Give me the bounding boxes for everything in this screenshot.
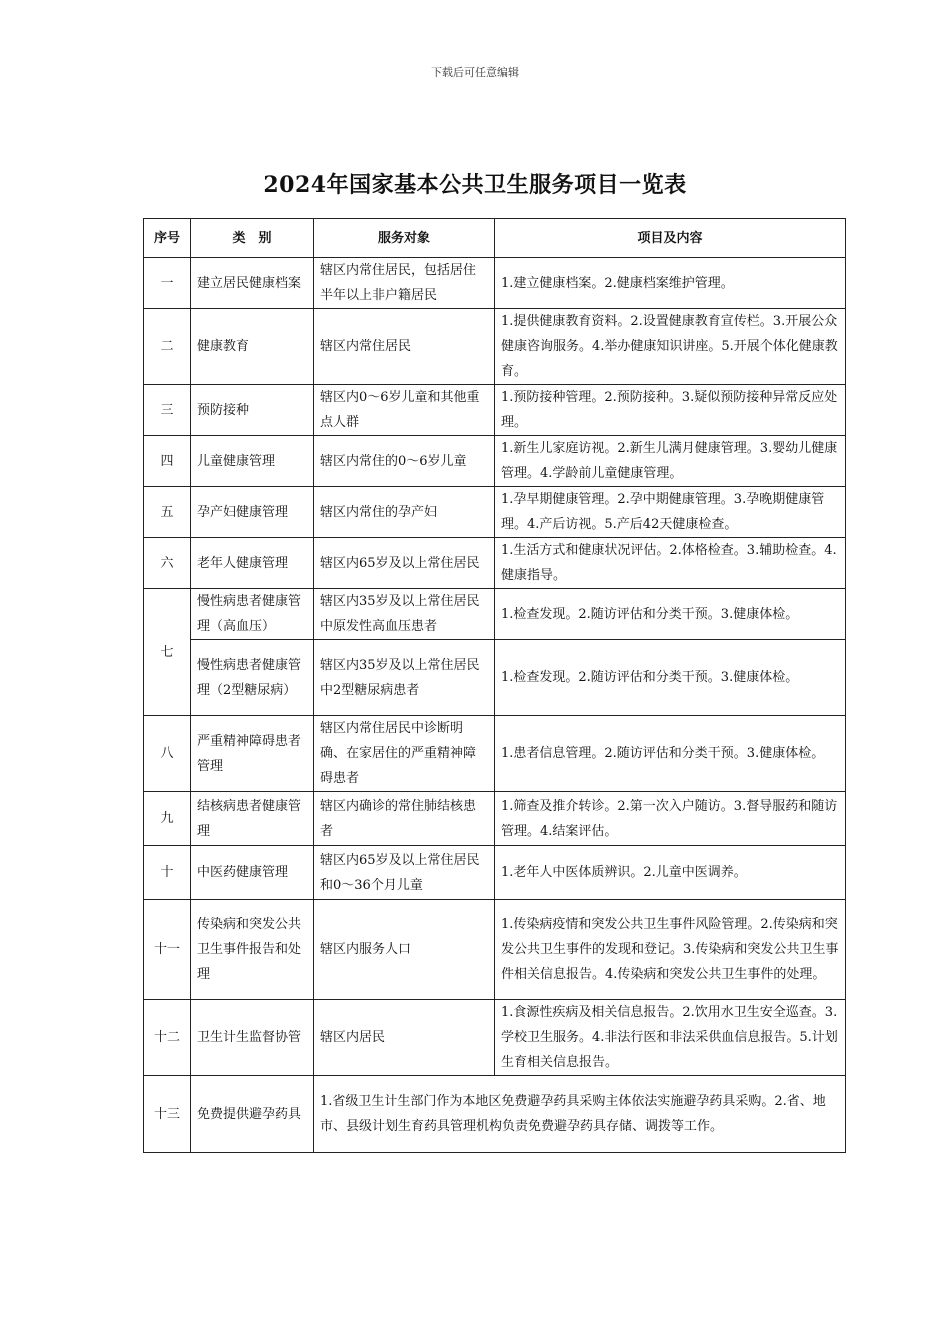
column-header-number: 序号 bbox=[144, 219, 191, 258]
row-target: 辖区内确诊的常住肺结核患者 bbox=[314, 792, 495, 846]
table-row bbox=[144, 900, 846, 1000]
row-content: 1.检查发现。2.随访评估和分类干预。3.健康体检。 bbox=[495, 589, 846, 640]
row-category: 慢性病患者健康管理（2型糖尿病） bbox=[191, 640, 314, 716]
row-target: 辖区内35岁及以上常住居民中2型糖尿病患者 bbox=[314, 640, 495, 716]
row-number: 三 bbox=[144, 385, 191, 436]
row-target: 辖区内居民 bbox=[314, 1000, 495, 1076]
page-title: 2024年国家基本公共卫生服务项目一览表 bbox=[263, 172, 687, 198]
row-content: 1.省级卫生计生部门作为本地区免费避孕药具采购主体依法实施避孕药具采购。2.省、地市、县级计划生育药具管理机构负责免费避孕药具存储、调拨等工作。 bbox=[314, 1076, 846, 1153]
table-row bbox=[144, 792, 846, 846]
table-row bbox=[144, 1076, 846, 1153]
row-number: 一 bbox=[144, 258, 191, 309]
row-number: 十三 bbox=[144, 1076, 191, 1153]
table-row bbox=[144, 589, 846, 640]
row-category: 老年人健康管理 bbox=[191, 538, 314, 589]
row-target: 辖区内65岁及以上常住居民 bbox=[314, 538, 495, 589]
row-target: 辖区内常住的孕产妇 bbox=[314, 487, 495, 538]
column-header-category: 类 别 bbox=[191, 219, 314, 258]
row-category: 结核病患者健康管理 bbox=[191, 792, 314, 846]
row-target: 辖区内服务人口 bbox=[314, 900, 495, 1000]
row-target: 辖区内35岁及以上常住居民中原发性高血压患者 bbox=[314, 589, 495, 640]
column-header-content: 项目及内容 bbox=[495, 219, 846, 258]
row-target: 辖区内0～6岁儿童和其他重点人群 bbox=[314, 385, 495, 436]
row-number: 五 bbox=[144, 487, 191, 538]
row-number: 四 bbox=[144, 436, 191, 487]
row-content: 1.生活方式和健康状况评估。2.体格检查。3.辅助检查。4.健康指导。 bbox=[495, 538, 846, 589]
row-category: 卫生计生监督协管 bbox=[191, 1000, 314, 1076]
row-category: 中医药健康管理 bbox=[191, 846, 314, 900]
row-number: 六 bbox=[144, 538, 191, 589]
row-number: 八 bbox=[144, 716, 191, 792]
table-row bbox=[144, 640, 846, 716]
table-row bbox=[144, 1000, 846, 1076]
table-row bbox=[144, 258, 846, 309]
row-category: 免费提供避孕药具 bbox=[191, 1076, 314, 1153]
row-category: 传染病和突发公共卫生事件报告和处理 bbox=[191, 900, 314, 1000]
row-target: 辖区内常住居民，包括居住半年以上非户籍居民 bbox=[314, 258, 495, 309]
row-content: 1.新生儿家庭访视。2.新生儿满月健康管理。3.婴幼儿健康管理。4.学龄前儿童健康管理。 bbox=[495, 436, 846, 487]
row-content: 1.检查发现。2.随访评估和分类干预。3.健康体检。 bbox=[495, 640, 846, 716]
row-content: 1.食源性疾病及相关信息报告。2.饮用水卫生安全巡查。3.学校卫生服务。4.非法行医和非法采供血信息报告。5.计划生育相关信息报告。 bbox=[495, 1000, 846, 1076]
row-number: 十二 bbox=[144, 1000, 191, 1076]
row-content: 1.患者信息管理。2.随访评估和分类干预。3.健康体检。 bbox=[495, 716, 846, 792]
row-category: 预防接种 bbox=[191, 385, 314, 436]
row-target: 辖区内常住居民 bbox=[314, 309, 495, 385]
row-target: 辖区内65岁及以上常住居民和0～36个月儿童 bbox=[314, 846, 495, 900]
header-note: 下载后可任意编辑 bbox=[431, 66, 519, 79]
row-category: 健康教育 bbox=[191, 309, 314, 385]
row-number: 十一 bbox=[144, 900, 191, 1000]
column-header-target: 服务对象 bbox=[314, 219, 495, 258]
row-number: 十 bbox=[144, 846, 191, 900]
row-category: 建立居民健康档案 bbox=[191, 258, 314, 309]
row-number: 九 bbox=[144, 792, 191, 846]
table-row bbox=[144, 436, 846, 487]
row-target: 辖区内常住居民中诊断明确、在家居住的严重精神障碍患者 bbox=[314, 716, 495, 792]
row-number: 二 bbox=[144, 309, 191, 385]
row-content: 1.老年人中医体质辨识。2.儿童中医调养。 bbox=[495, 846, 846, 900]
row-content: 1.提供健康教育资料。2.设置健康教育宣传栏。3.开展公众健康咨询服务。4.举办健康知识讲座。5.开展个体化健康教育。 bbox=[495, 309, 846, 385]
row-category: 严重精神障碍患者管理 bbox=[191, 716, 314, 792]
table-row bbox=[144, 385, 846, 436]
row-content: 1.孕早期健康管理。2.孕中期健康管理。3.孕晚期健康管理。4.产后访视。5.产后42天健康检查。 bbox=[495, 487, 846, 538]
row-category: 慢性病患者健康管理（高血压） bbox=[191, 589, 314, 640]
row-number: 七 bbox=[144, 589, 191, 716]
table-header-row bbox=[144, 219, 846, 258]
table-row bbox=[144, 846, 846, 900]
table-row bbox=[144, 716, 846, 792]
row-category: 孕产妇健康管理 bbox=[191, 487, 314, 538]
service-table bbox=[143, 218, 846, 1153]
row-content: 1.预防接种管理。2.预防接种。3.疑似预防接种异常反应处理。 bbox=[495, 385, 846, 436]
row-content: 1.建立健康档案。2.健康档案维护管理。 bbox=[495, 258, 846, 309]
row-target: 辖区内常住的0～6岁儿童 bbox=[314, 436, 495, 487]
table-row bbox=[144, 487, 846, 538]
table-row bbox=[144, 538, 846, 589]
table-row bbox=[144, 309, 846, 385]
row-content: 1.筛查及推介转诊。2.第一次入户随访。3.督导服药和随访管理。4.结案评估。 bbox=[495, 792, 846, 846]
row-category: 儿童健康管理 bbox=[191, 436, 314, 487]
row-content: 1.传染病疫情和突发公共卫生事件风险管理。2.传染病和突发公共卫生事件的发现和登记。3.传染病和突发公共卫生事件相关信息报告。4.传染病和突发公共卫生事件的处理。 bbox=[495, 900, 846, 1000]
